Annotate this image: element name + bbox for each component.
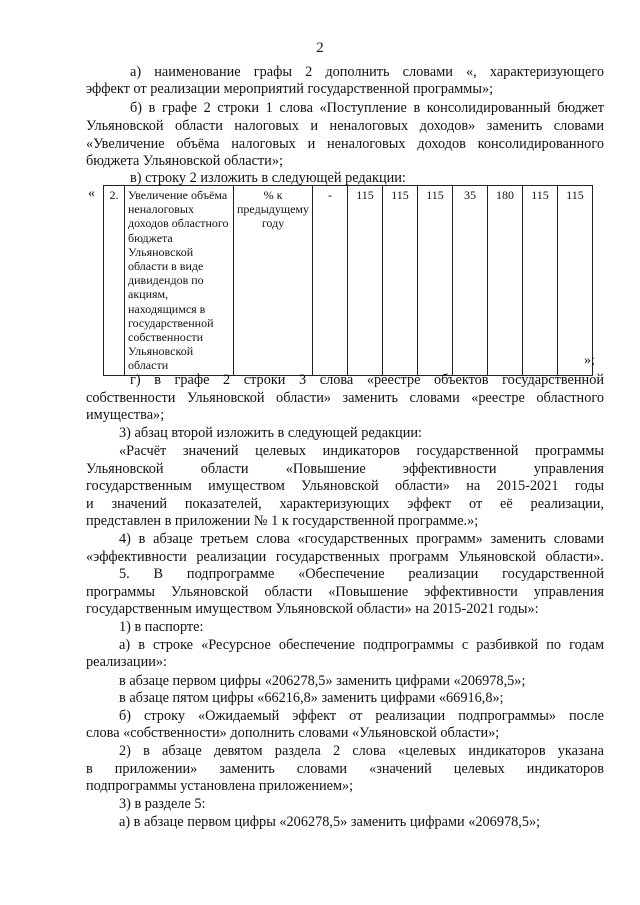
table-cell-value: 115 xyxy=(558,186,593,376)
open-quote: « xyxy=(88,186,95,201)
text-line: программы Ульяновской области «Повышение эффективности управления xyxy=(86,584,604,600)
text-line: б) строку «Ожидаемый эффект от реализации подпрограммы» после xyxy=(119,708,604,724)
table-cell-value: 115 xyxy=(418,186,453,376)
text-line: в абзаце первом цифры «206278,5» заменить цифрами «206978,5»; xyxy=(119,673,526,689)
text-line: а) в строке «Ресурсное обеспечение подпрограммы с разбивкой по годам xyxy=(119,637,604,653)
table-cell-unit: % к предыдущему году xyxy=(234,186,313,376)
close-quote: »; xyxy=(584,353,595,368)
text-line: г) в графе 2 строки 3 слова «реестре объектов государственной xyxy=(130,372,604,388)
text-line: «Расчёт значений целевых индикаторов государственной программы xyxy=(119,443,604,459)
text-line: Ульяновской области налоговых и неналоговых доходов» заменить словами xyxy=(86,118,604,134)
text-line: и значений показателей, характеризующих эффект от её реализации, xyxy=(86,496,604,512)
text-line: в абзаце пятом цифры «66216,8» заменить цифрами «66916,8»; xyxy=(119,690,504,706)
table-cell-value: 180 xyxy=(488,186,523,376)
text-line: собственности Ульяновской области» заменить словами «реестре областного xyxy=(86,390,604,406)
text-line: имущества»; xyxy=(86,407,165,423)
text-line: эффект от реализации мероприятий государственной программы»; xyxy=(86,81,494,97)
text-line: а) в абзаце первом цифры «206278,5» заменить цифрами «206978,5»; xyxy=(119,814,541,830)
text-line: Ульяновской области «Повышение эффективности управления xyxy=(86,461,604,477)
text-line: бюджета Ульяновской области»; xyxy=(86,153,283,169)
text-line: 3) абзац второй изложить в следующей редакции: xyxy=(119,425,422,441)
table-cell-value: 35 xyxy=(453,186,488,376)
text-line: государственным имуществом Ульяновской области» на 2015-2021 годы»: xyxy=(86,601,539,617)
table-cell-value: 115 xyxy=(523,186,558,376)
text-line: в приложении» заменить словами «значений целевых индикаторов xyxy=(86,761,604,777)
table-row xyxy=(104,186,593,376)
text-line: реализации»: xyxy=(86,654,167,670)
text-line: «эффективности реализации государственных программ Ульяновской области». xyxy=(86,549,604,565)
table-cell-value: 115 xyxy=(383,186,418,376)
text-line: представлен в приложении № 1 к государственной программе.»; xyxy=(86,513,479,529)
text-line: 2) в абзаце девятом раздела 2 слова «целевых индикаторов указана xyxy=(119,743,604,759)
table-cell-base: - xyxy=(313,186,348,376)
text-line: 3) в разделе 5: xyxy=(119,796,206,812)
text-line: подпрограммы установлена приложением»; xyxy=(86,778,354,794)
table-cell-num: 2. xyxy=(104,186,125,376)
table-cell-name: Увеличение объёма неналоговых доходов областного бюджета Ульяновской области в виде дивидендов по акциям, находящимся в государственной собственности Ульяновской области xyxy=(125,186,234,376)
indicator-table xyxy=(103,185,593,376)
text-line: а) наименование графы 2 дополнить словами «, характеризующего xyxy=(130,64,604,80)
text-line: 5. В подпрограмме «Обеспечение реализации государственной xyxy=(119,566,604,582)
table-cell-value: 115 xyxy=(348,186,383,376)
page-number: 2 xyxy=(316,40,324,56)
text-line: 4) в абзаце третьем слова «государственных программ» заменить словами xyxy=(119,531,604,547)
text-line: слова «собственности» дополнить словами «Ульяновской области»; xyxy=(86,725,500,741)
text-line: «Увеличение объёма налоговых и неналоговых доходов консолидированного xyxy=(86,136,604,152)
text-line: в) строку 2 изложить в следующей редакции: xyxy=(130,170,406,186)
text-line: государственным имуществом Ульяновской области» на 2015-2021 годы xyxy=(86,478,604,494)
text-line: б) в графе 2 строки 1 слова «Поступление в консолидированный бюджет xyxy=(130,100,604,116)
text-line: 1) в паспорте: xyxy=(119,619,204,635)
